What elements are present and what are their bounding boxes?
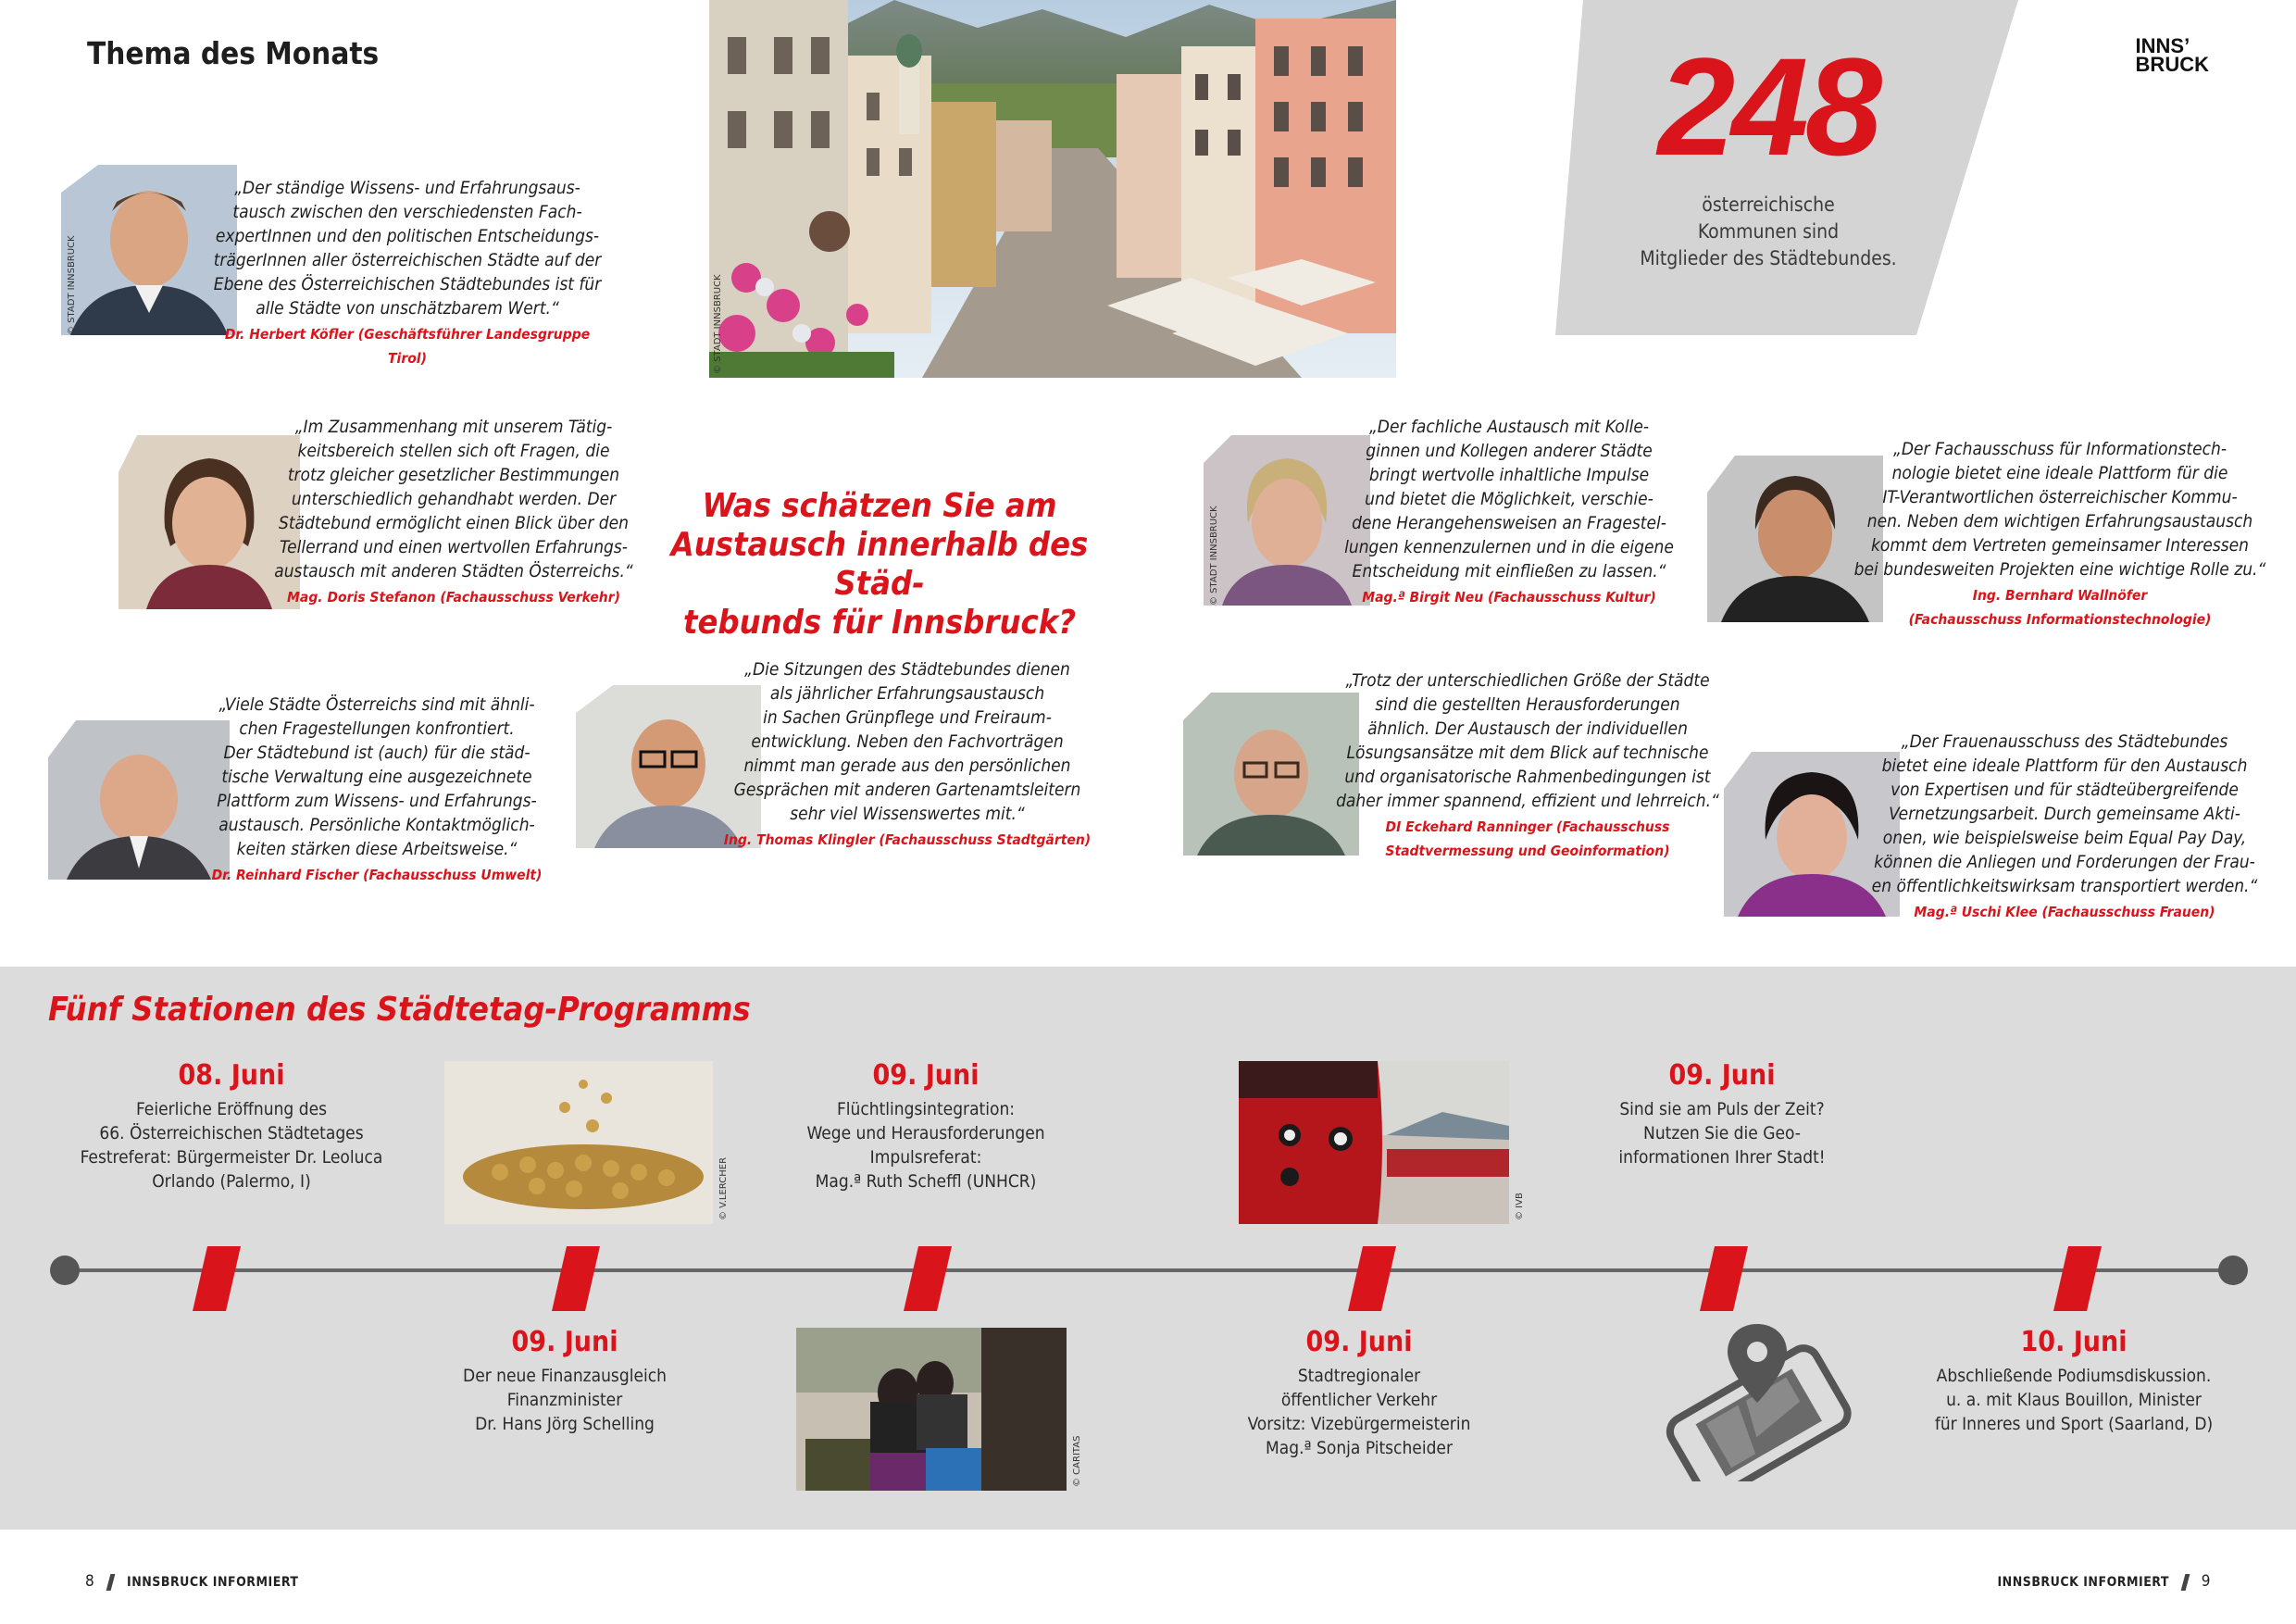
quote-author: Ing. Thomas Klingler (Fachausschuss Stadtgärten) xyxy=(723,831,1092,848)
quote-author: Ing. Bernhard Wallnöfer (Fachausschuss Informationstechnologie) xyxy=(1908,587,2212,628)
station-date: 09. Juni xyxy=(1668,1059,1776,1092)
quote-author: Mag.ª Uschi Klee (Fachausschuss Frauen) xyxy=(1914,904,2215,920)
quote-klee xyxy=(1852,730,2277,924)
quote-koefler xyxy=(204,176,611,370)
footer-label-right: INNSBRUCK INFORMIERT xyxy=(1997,1575,2169,1590)
station-2 xyxy=(398,1326,731,1436)
photo-credit: © V.LERCHER xyxy=(718,1156,729,1220)
smartphone-map-icon xyxy=(1653,1315,1857,1481)
timeline-marker xyxy=(193,1246,241,1311)
timeline-marker xyxy=(2053,1246,2102,1311)
photo-tram xyxy=(1239,1061,1509,1224)
station-date: 09. Juni xyxy=(1305,1326,1413,1358)
quote-text: „Der ständige Wissens- und Erfahrungsaus- tausch zwischen den verschiedensten Fach- expertInnen und den politischen Entscheidungs- trägerInnen aller österreichischen Städte auf der Ebene des Österreichischen Städtebundes ist für alle Städte von unschätzbarem Wert.“ xyxy=(213,178,602,319)
station-text: Feierliche Eröffnung des 66. Österreichischen Städtetages Festreferat: Bürgermeister Dr. Leoluca Orlando (Palermo, I) xyxy=(80,1099,383,1192)
stat-text: österreichische Kommunen sind Mitglieder des Städtebundes. xyxy=(1640,194,1897,269)
station-date: 09. Juni xyxy=(511,1326,618,1358)
timeline-marker xyxy=(1700,1246,1748,1311)
quote-author: Dr. Reinhard Fischer (Fachausschuss Umwelt) xyxy=(211,867,543,883)
quote-author: Mag.ª Birgit Neu (Fachausschuss Kultur) xyxy=(1362,589,1656,606)
station-4 xyxy=(1192,1326,1526,1460)
quote-text: „Der Frauenausschuss des Städtebundes bietet eine ideale Plattform für den Austausch von Expertisen und für städteübergreifende Vernetzungsarbeit. Durch gemeinsame Akti- onen, wie beispielsweise beim Equal Pay Day, können die Anliegen und Forderungen der Frau- en öffentlichkeitswirksam transportiert werden.“ xyxy=(1871,731,2258,896)
station-text: Stadtregionaler öffentlicher Verkehr Vorsitz: Vizebürgermeisterin Mag.ª Sonja Pitscheider xyxy=(1247,1366,1471,1458)
photo-credit: © STADT INNSBRUCK xyxy=(713,274,723,374)
quote-text: „Der fachliche Austausch mit Kolle- ginnen und Kollegen anderer Städte bringt wertvolle inhaltliche Impulse und bietet die Möglichkeit, verschie- dene Herangehensweisen an Fragestel- lungen kennenzulernen und in die eigene Entscheidung mit einfließen zu lassen.“ xyxy=(1344,417,1674,581)
photo-refugees xyxy=(796,1328,1067,1491)
quote-neu xyxy=(1315,415,1703,609)
photo-credit: © CARITAS xyxy=(1072,1435,1082,1487)
station-text: Flüchtlingsintegration: Wege und Herausforderungen Impulsreferat: Mag.ª Ruth Scheffl (UNHCR) xyxy=(806,1099,1045,1192)
quote-wallnoefer xyxy=(1842,437,2277,631)
station-3 xyxy=(759,1059,1092,1193)
photo-coins xyxy=(444,1061,713,1224)
main-question: Was schätzen Sie am Austausch innerhalb des Städ- tebunds für Innsbruck? xyxy=(670,487,1089,642)
station-text: Abschließende Podiumsdiskussion. u. a. mit Klaus Bouillon, Minister für Inneres und Sport (Saarland, D) xyxy=(1934,1366,2214,1434)
page-number-left: 8 xyxy=(85,1572,95,1591)
timeline-marker xyxy=(904,1246,952,1311)
quote-fischer xyxy=(178,693,576,887)
photo-credit: © IVB xyxy=(1515,1193,1525,1220)
quote-text: „Der Fachausschuss für Informationstech- nologie bietet eine ideale Plattform für die IT-Verantwortlichen österreichischer Kommu- nen. Neben dem wichtigen Erfahrungsaustausch kommt dem Vertreten gemeinsamer Interessen bei bundesweiten Projekten eine wichtige Rolle zu.“ xyxy=(1853,439,2266,580)
quote-author: Dr. Herbert Köfler (Geschäftsführer Landesgruppe Tirol) xyxy=(224,326,591,367)
station-date: 09. Juni xyxy=(872,1059,980,1092)
quote-klingler xyxy=(713,657,1102,852)
station-date: 10. Juni xyxy=(2020,1326,2128,1358)
station-6 xyxy=(1898,1326,2250,1436)
portrait-credit: © STADT INNSBRUCK xyxy=(1209,506,1219,606)
station-5 xyxy=(1555,1059,1889,1169)
timeline-marker xyxy=(1348,1246,1396,1311)
quote-text: „Im Zusammenhang mit unserem Tätig- keitsbereich stellen sich oft Fragen, die trotz gleicher gesetzlicher Bestimmungen unterschiedlich gehandhabt werden. Der Städtebund ermöglicht einen Blick über den Tellerrand und einen wertvollen Erfahrungs- austausch mit anderen Städten Österreichs.“ xyxy=(274,417,633,581)
footer-slash xyxy=(2180,1574,2190,1591)
station-text: Sind sie am Puls der Zeit? Nutzen Sie die Geo- informationen Ihrer Stadt! xyxy=(1618,1099,1826,1168)
timeline-end-dot xyxy=(2218,1255,2248,1285)
footer-left xyxy=(85,1572,299,1591)
timeline-marker xyxy=(552,1246,600,1311)
street-illustration xyxy=(709,0,1396,378)
timeline-start-dot xyxy=(50,1255,80,1285)
quote-stefanon xyxy=(250,415,657,609)
innsbruck-logo: INNS’ BRUCK xyxy=(2135,34,2209,76)
footer-label-left: INNSBRUCK INFORMIERT xyxy=(127,1575,299,1590)
quote-text: „Viele Städte Österreichs sind mit ähnli- chen Fragestellungen konfrontiert. Der Städtebund ist (auch) für die städ- tische Verwaltung eine ausgezeichnete Plattform zum Wissens- und Erfahrungs- austausch. Persönliche Kontaktmöglich- keiten stärken diese Arbeitsweise.“ xyxy=(217,694,537,859)
quote-text: „Trotz der unterschiedlichen Größe der Städte sind die gestellten Herausforderungen ähnlich. Der Austausch der individuellen Lösungsansätze mit dem Blick auf technische und organisatorische Rahmenbedingungen ist daher immer spannend, effizient und lehrreich.“ xyxy=(1336,670,1719,811)
quote-ranninger xyxy=(1315,668,1741,863)
page-number-right: 9 xyxy=(2201,1572,2211,1591)
quote-text: „Die Sitzungen des Städtebundes dienen als jährlicher Erfahrungsaustausch in Sachen Grünpflege und Freiraum- entwicklung. Neben den Fachvorträgen nimmt man gerade aus den persönlichen Gesprächen mit anderen Gartenamtsleitern sehr viel Wissenswertes mit.“ xyxy=(733,659,1081,824)
portrait-credit: © STADT INNSBRUCK xyxy=(67,235,77,335)
footer-right xyxy=(1998,1572,2212,1591)
station-1 xyxy=(65,1059,398,1193)
footer-slash xyxy=(106,1574,116,1591)
station-text: Der neue Finanzausgleich Finanzminister Dr. Hans Jörg Schelling xyxy=(463,1366,667,1434)
quote-author: Mag. Doris Stefanon (Fachausschuss Verkehr) xyxy=(287,589,620,606)
quote-author: DI Eckehard Ranninger (Fachausschuss Stadtvermessung und Geoinformation) xyxy=(1385,818,1670,859)
stat-number: 248 xyxy=(1657,29,1879,184)
section-title: Thema des Monats xyxy=(87,35,380,71)
hero-photo-innsbruck-street xyxy=(709,0,1396,378)
timeline-title: Fünf Stationen des Städtetag-Programms xyxy=(48,991,751,1029)
timeline-axis xyxy=(0,1231,2296,1324)
station-date: 08. Juni xyxy=(178,1059,285,1092)
